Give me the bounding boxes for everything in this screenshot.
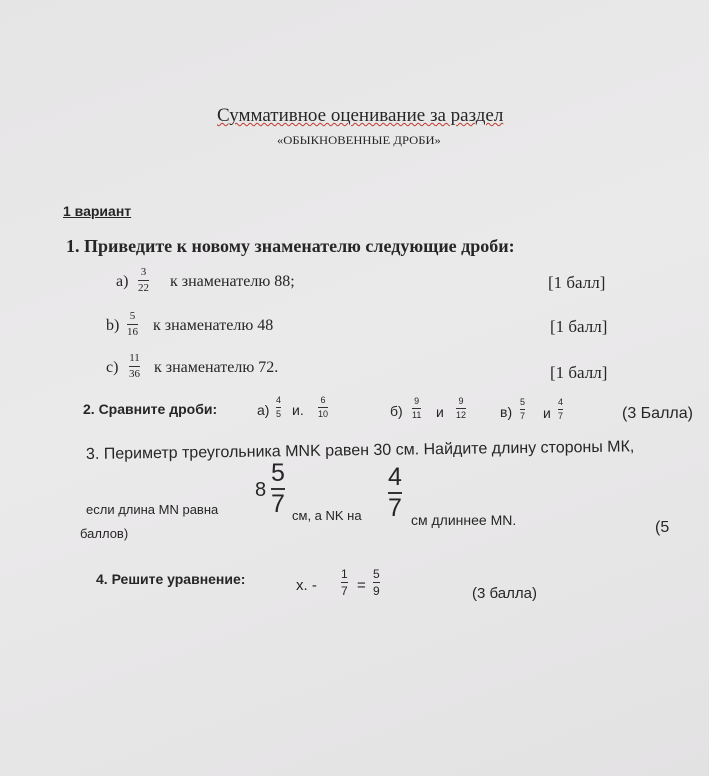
denominator: 9	[373, 584, 380, 598]
task1-item-a-fraction	[138, 267, 149, 294]
denominator: 22	[138, 282, 149, 294]
task2-a-separator: и.	[292, 402, 304, 418]
denominator: 7	[271, 490, 285, 518]
task1-item-a-label: а)	[116, 273, 129, 290]
variant-label: 1 вариант	[63, 203, 132, 219]
numerator: 4	[388, 463, 402, 491]
denominator: 11	[412, 410, 422, 420]
task3-line-1: 3. Периметр треугольника MNK равен 30 см. Найдите длину стороны МК,	[85, 438, 635, 463]
task2-a-fraction-2	[318, 396, 328, 419]
numerator: 11	[129, 352, 140, 364]
numerator: 4	[276, 395, 282, 405]
denominator: 10	[318, 409, 329, 419]
task3-mixed-fraction	[271, 461, 285, 517]
task1-item-b-fraction	[127, 311, 138, 338]
task4-fraction-1	[341, 568, 348, 597]
task1-item-b-label: b)	[106, 317, 120, 334]
task3-prefix: если длина MN равна	[86, 502, 219, 517]
page-subtitle: «ОБЫКНОВЕННЫЕ ДРОБИ»	[277, 133, 441, 147]
task2-b-label: б)	[390, 403, 403, 419]
denominator: 16	[127, 326, 138, 338]
task2-b-separator: и	[436, 404, 444, 420]
denominator: 7	[388, 494, 402, 522]
task3-score-cont: баллов)	[80, 526, 129, 541]
task4-equals: =	[357, 577, 366, 594]
task1-item-c-score: [1 балл]	[550, 363, 608, 382]
numerator: 5	[129, 310, 136, 322]
denominator: 36	[129, 368, 140, 380]
task3-mixed-whole: 8	[255, 479, 267, 501]
task2-c-separator: и	[543, 405, 551, 421]
task3-mid: см, а NK на	[292, 508, 362, 523]
task4-score: (3 балла)	[472, 585, 537, 602]
task2-b-fraction-1	[412, 397, 421, 420]
task1-item-c-label: с)	[106, 359, 119, 376]
task4-x: х. -	[296, 577, 317, 594]
numerator: 6	[320, 395, 326, 405]
task1-heading: 1. Приведите к новому знаменателю следующие дроби:	[66, 236, 515, 256]
task2-heading: 2. Сравните дроби:	[83, 401, 218, 417]
numerator: 5	[373, 567, 380, 581]
denominator: 12	[456, 410, 467, 420]
numerator: 4	[558, 397, 564, 407]
task2-b-fraction-2	[456, 397, 466, 420]
task2-c-fraction-2	[558, 398, 563, 421]
task3-suffix: см длиннее MN.	[411, 512, 517, 528]
task1-item-a-score: [1 балл]	[548, 273, 606, 292]
denominator: 7	[520, 411, 526, 421]
numerator: 5	[271, 459, 285, 487]
numerator: 9	[458, 396, 464, 406]
numerator: 5	[520, 397, 526, 407]
task2-a-fraction-1	[276, 396, 281, 419]
task1-item-c-fraction	[129, 353, 140, 380]
task3-fraction	[388, 465, 402, 521]
task1-item-b-text: к знаменателю 48	[153, 317, 274, 334]
task2-a-label: а)	[257, 402, 270, 418]
task4-heading: 4. Решите уравнение:	[96, 571, 246, 587]
task1-item-a-text: к знаменателю 88;	[170, 273, 295, 290]
task1-item-b-score: [1 балл]	[550, 317, 608, 336]
numerator: 9	[414, 396, 420, 406]
page-title: Суммативное оценивание за раздел	[217, 105, 504, 126]
numerator: 1	[341, 567, 348, 581]
task2-score: (3 Балла)	[622, 405, 693, 422]
task4-fraction-2	[373, 568, 380, 597]
denominator: 7	[558, 411, 564, 421]
task2-c-fraction-1	[520, 398, 525, 421]
denominator: 7	[341, 584, 348, 598]
numerator: 3	[140, 266, 147, 278]
task2-c-label: в)	[500, 404, 513, 420]
task3-score: (5	[655, 519, 670, 536]
denominator: 5	[276, 409, 282, 419]
task1-item-c-text: к знаменателю 72.	[154, 359, 279, 376]
